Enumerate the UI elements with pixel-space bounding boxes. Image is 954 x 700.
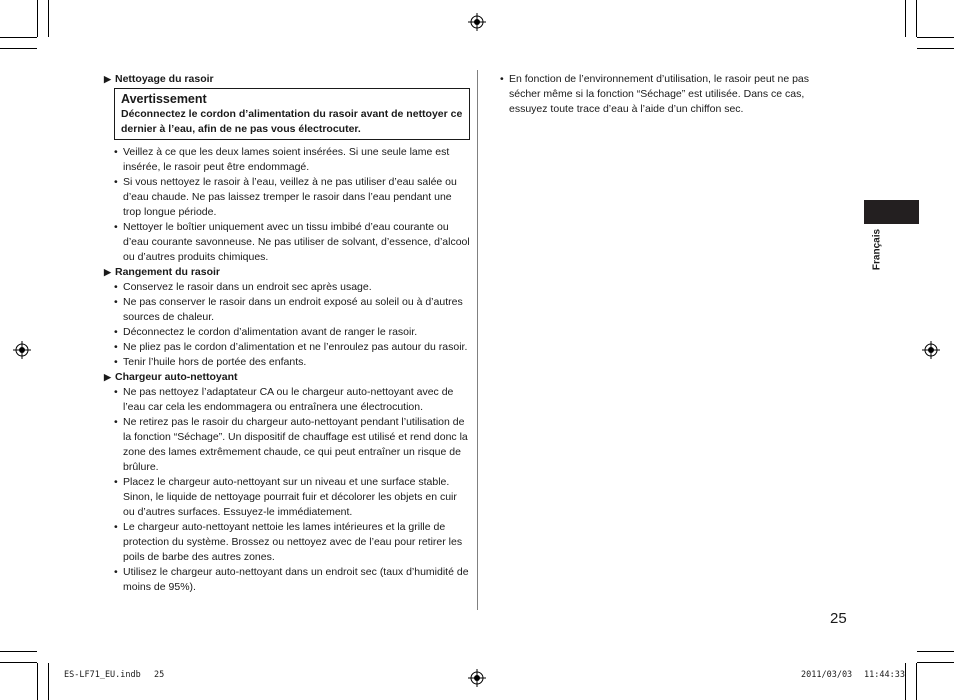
language-tab-label (870, 227, 884, 275)
bullet-list (114, 385, 470, 595)
footer-date: 2011/03/03 (801, 670, 853, 680)
crop-mark (917, 48, 954, 49)
triangle-right-icon: ▶ (104, 267, 111, 277)
language-tab-block (864, 200, 919, 224)
column-divider (477, 70, 478, 610)
list-item: • Ne retirez pas le rasoir du chargeur auto-nettoyant pendant l’utilisation de la fonction “Séchage”. Un dispositif de chauffage est utilisé et rend donc la zone des lames extrêmement chaude, ce qui peut entraîner un risque de brûlure. (114, 415, 470, 475)
bullet-list (114, 280, 470, 370)
list-item: • Placez le chargeur auto-nettoyant sur un niveau et une surface stable. Sinon, le liquide de nettoyage pourrait fuir et décolorer les objets en cuir ou d’autres surfaces. Essuyez-le immédiatement. (114, 475, 470, 520)
list-item: • Nettoyer le boîtier uniquement avec un tissu imbibé d’eau courante ou d’eau courante savonneuse. Ne pas utiliser de solvant, d’essence, d’alcool ou d’autres produits chimiques. (114, 220, 470, 265)
right-column (500, 72, 840, 117)
list-item: • Le chargeur auto-nettoyant nettoie les lames intérieures et la grille de protection du système. Brossez ou nettoyez avec de l’eau pour retirer les poils de barbe des autres zones. (114, 520, 470, 565)
registration-crosshair-icon (13, 341, 31, 359)
warning-box (114, 88, 470, 140)
registration-crosshair-icon (468, 669, 486, 687)
crop-mark (917, 662, 954, 663)
warning-text: Déconnectez le cordon d’alimentation du rasoir avant de nettoyer ce dernier à l’eau, afin de ne pas vous électrocuter. (121, 108, 463, 135)
section-heading (104, 265, 470, 280)
list-item: • Veillez à ce que les deux lames soient insérées. Si une seule lame est insérée, le rasoir peut être endommagé. (114, 145, 470, 175)
crop-mark (905, 0, 906, 37)
crop-mark (37, 663, 38, 700)
footer-page: 25 (154, 670, 165, 680)
registration-crosshair-icon (922, 341, 940, 359)
list-item: • Tenir l’huile hors de portée des enfants. (114, 355, 470, 370)
crop-mark (0, 37, 37, 38)
section-heading-text: Chargeur auto-nettoyant (115, 371, 238, 383)
crop-mark (0, 651, 37, 652)
footer-time: 11:44:33 (864, 670, 905, 680)
crop-mark (48, 0, 49, 37)
triangle-right-icon: ▶ (104, 74, 111, 84)
list-item: • Déconnectez le cordon d’alimentation avant de ranger le rasoir. (114, 325, 470, 340)
page-number: 25 (830, 610, 847, 627)
crop-mark (916, 0, 917, 37)
warning-title: Avertissement (121, 92, 207, 106)
section-heading (104, 72, 470, 87)
list-item: • Utilisez le chargeur auto-nettoyant dans un endroit sec (taux d’humidité de moins de 95%). (114, 565, 470, 595)
bullet-list (500, 72, 840, 117)
section-heading-text: Rangement du rasoir (115, 266, 221, 278)
crop-mark (905, 663, 906, 700)
list-item: • Ne pas nettoyez l’adaptateur CA ou le chargeur auto-nettoyant avec de l’eau car cela les endommagera ou entraînera une électrocution. (114, 385, 470, 415)
triangle-right-icon: ▶ (104, 372, 111, 382)
list-item: • En fonction de l’environnement d’utilisation, le rasoir peut ne pas sécher même si la fonction “Séchage” est utilisée. Dans ce cas, essuyez toute trace d’eau à l’aide d’un chiffon sec. (500, 72, 840, 117)
left-column (104, 72, 470, 595)
crop-mark (916, 663, 917, 700)
list-item: • Conservez le rasoir dans un endroit sec après usage. (114, 280, 470, 295)
list-item: • Ne pas conserver le rasoir dans un endroit exposé au soleil ou à d’autres sources de chaleur. (114, 295, 470, 325)
section-heading-text: Nettoyage du rasoir (115, 73, 214, 85)
registration-crosshair-icon (468, 13, 486, 31)
crop-mark (917, 37, 954, 38)
list-item: • Si vous nettoyez le rasoir à l’eau, veillez à ne pas utiliser d’eau salée ou d’eau chaude. Ne pas laissez tremper le rasoir dans l’eau pendant une trop longue période. (114, 175, 470, 220)
language-tab-text: Français (871, 228, 883, 271)
section-heading (104, 370, 470, 385)
footer-file: ES-LF71_EU.indb (64, 670, 141, 680)
crop-mark (48, 663, 49, 700)
crop-mark (917, 651, 954, 652)
crop-mark (37, 0, 38, 37)
list-item: • Ne pliez pas le cordon d’alimentation et ne l’enroulez pas autour du rasoir. (114, 340, 470, 355)
bullet-list (114, 145, 470, 265)
crop-mark (0, 48, 37, 49)
crop-mark (0, 662, 37, 663)
